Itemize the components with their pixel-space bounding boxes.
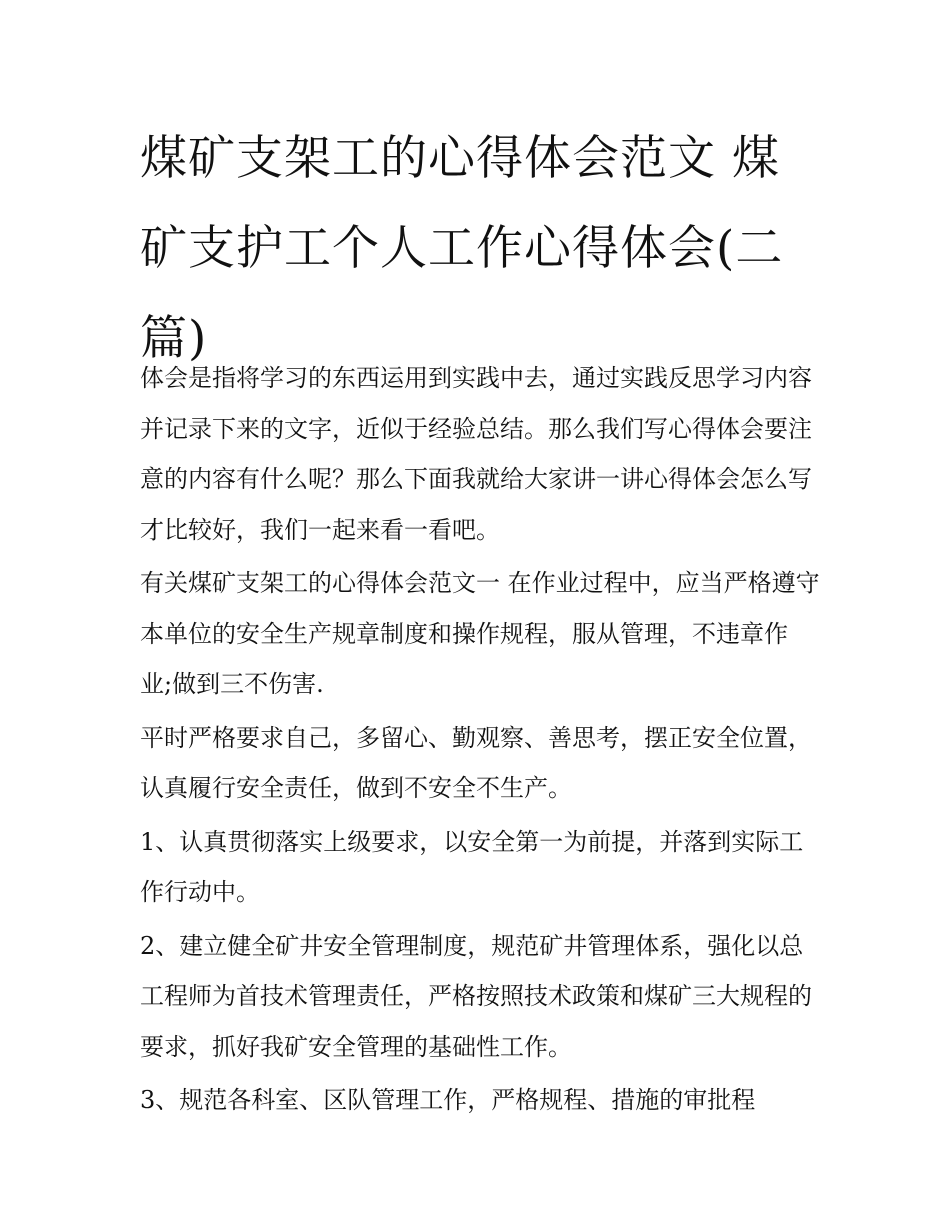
paragraph-item-1: 1、认真贯彻落实上级要求，以安全第一为前提，并落到实际工作行动中。 [140,827,804,906]
paragraph-self-discipline: 平时严格要求自己，多留心、勤观察、善思考，摆正安全位置，认真履行安全责任，做到不安全不生产。 [140,723,812,802]
paragraph-sample-one: 有关煤矿支架工的心得体会范文一 在作业过程中，应当严格遵守本单位的安全生产规章制度和操作规程，服从管理，不违章作业;做到三不伤害. [140,569,820,698]
document-title: 煤矿支架工的心得体会范文 煤矿支护工个人工作心得体会(二篇) [140,131,784,366]
document-body [140,353,820,1129]
paragraph-item-3: 3、规范各科室、区队管理工作，严格规程、措施的审批程 [140,1086,756,1114]
paragraph-item-2: 2、建立健全矿井安全管理制度，规范矿井管理体系，强化以总工程师为首技术管理责任，严格按照技术政策和煤矿三大规程的要求，抓好我矿安全管理的基础性工作。 [140,931,812,1061]
paragraph-intro: 体会是指将学习的东西运用到实践中去，通过实践反思学习内容并记录下来的文字，近似于经验总结。那么我们写心得体会要注意的内容有什么呢？那么下面我就给大家讲一讲心得体会怎么写才比较好，我们一起来看一看吧。 [140,364,812,544]
